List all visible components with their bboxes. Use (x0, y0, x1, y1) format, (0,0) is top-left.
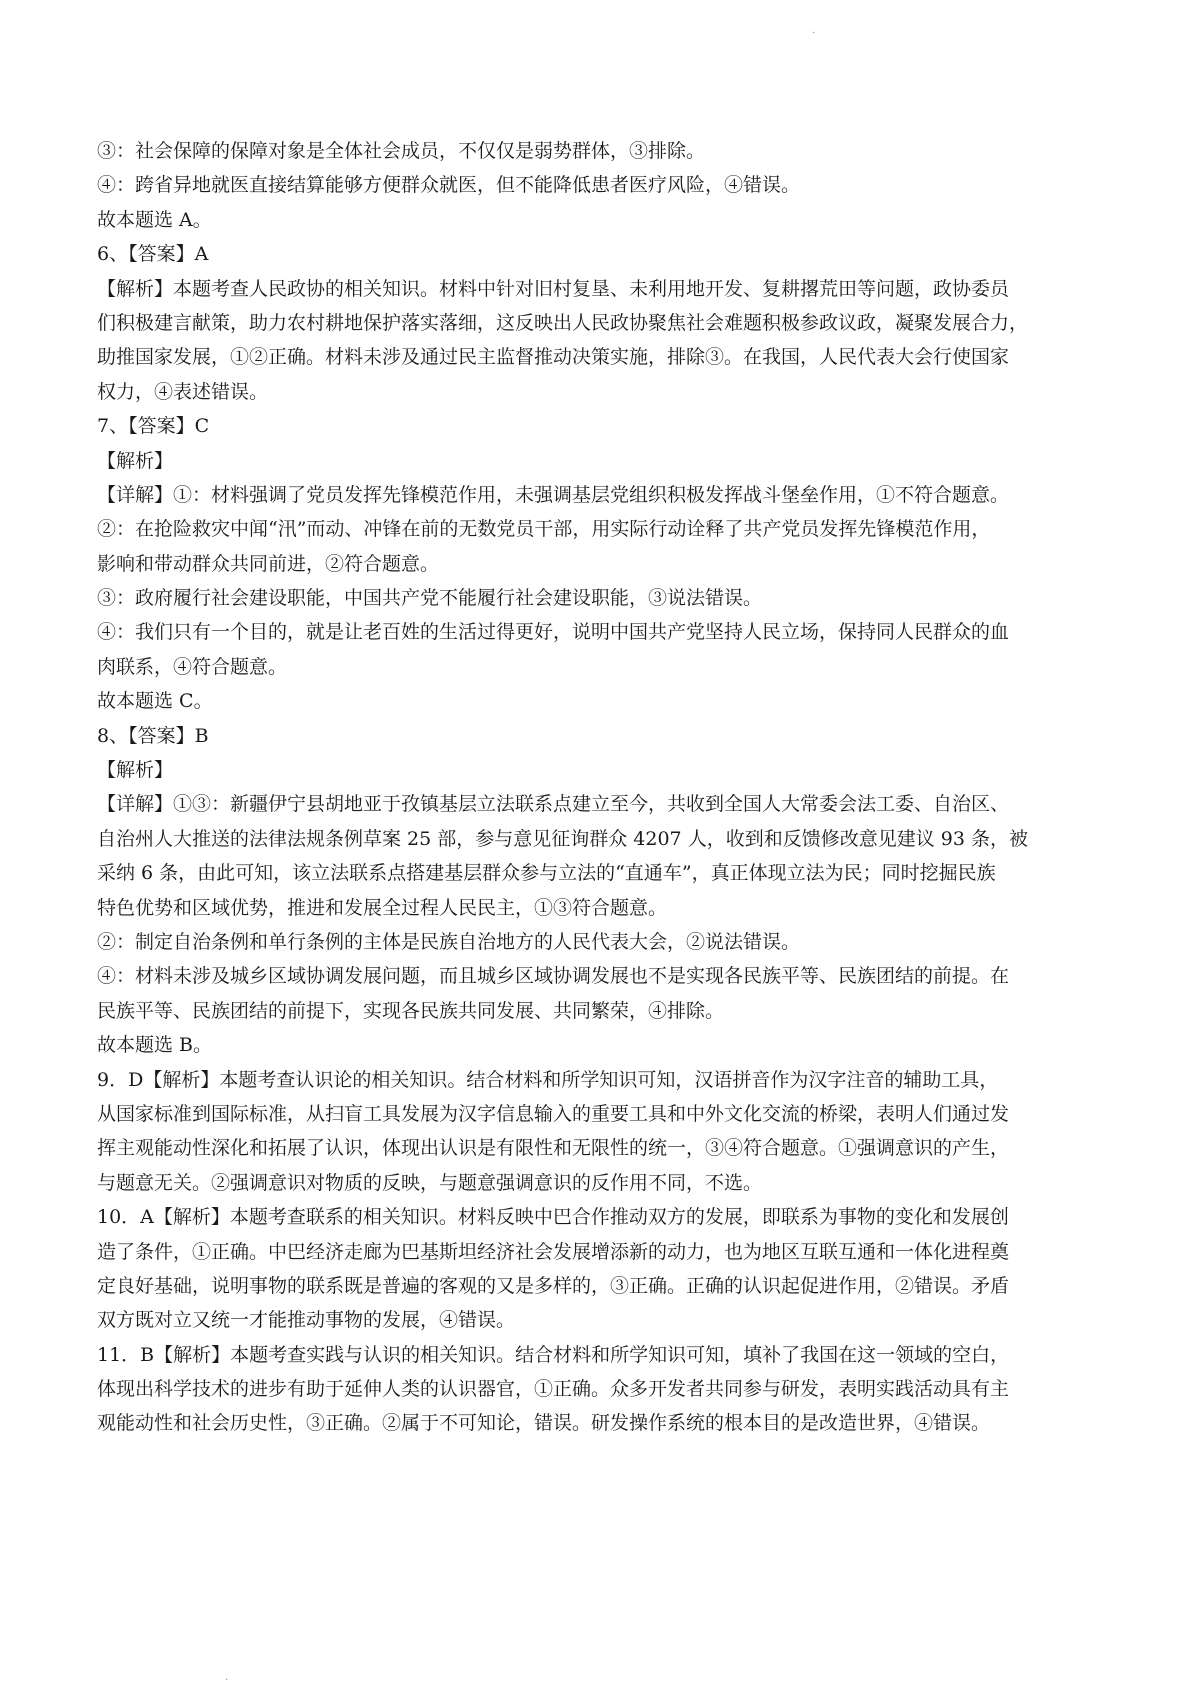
text-line: 采纳 6 条，由此可知，该立法联系点搭建基层群众参与立法的“直通车”，真正体现立法为民；同时挖掘民族 (97, 862, 996, 885)
answer-heading-8: 8、【答案】B (97, 724, 209, 747)
text-line: 与题意无关。②强调意识对物质的反映，与题意强调意识的反作用不同，不选。 (97, 1171, 763, 1194)
text-line: 挥主观能动性深化和拓展了认识，体现出认识是有限性和无限性的统一，③④符合题意。①强调意识的产生， (97, 1137, 1010, 1160)
text-line: 助推国家发展，①②正确。材料未涉及通过民主监督推动决策实施，排除③。在我国，人民代表大会行使国家 (97, 346, 1010, 369)
analysis-label: 【解析】 (97, 759, 174, 782)
text-line: ②：在抢险救灾中闻“汛”而动、冲锋在前的无数党员干部，用实际行动诠释了共产党员发挥先锋模范作用， (97, 518, 991, 541)
text-line: 特色优势和区域优势，推进和发展全过程人民民主，①③符合题意。 (97, 896, 668, 919)
text-line: ③：社会保障的保障对象是全体社会成员，不仅仅是弱势群体，③排除。 (97, 140, 706, 162)
analysis-label: 【解析】 (97, 449, 174, 472)
text-line: 【详解】①③：新疆伊宁县胡地亚于孜镇基层立法联系点建立至今，共收到全国人大常委会法工委、自治区、 (97, 793, 1010, 816)
answer-heading-10: 10．A【解析】本题考查联系的相关知识。材料反映中巴合作推动双方的发展，即联系为事物的变化和发展创 (97, 1206, 1009, 1229)
bottom-mark: . (225, 1672, 229, 1683)
top-mark: · (812, 28, 816, 39)
text-line: 影响和带动群众共同前进，②符合题意。 (97, 552, 440, 575)
text-line: 【解析】本题考查人民政协的相关知识。材料中针对旧村复垦、未利用地开发、复耕撂荒田等问题，政协委员 (97, 277, 1010, 300)
text-line: 观能动性和社会历史性，③正确。②属于不可知论，错误。研发操作系统的根本目的是改造世界，④错误。 (97, 1412, 991, 1435)
answer-heading-7: 7、【答案】C (97, 415, 210, 438)
text-line: 造了条件，①正确。中巴经济走廊为巴基斯坦经济社会发展增添新的动力，也为地区互联互通和一体化进程奠 (97, 1240, 1010, 1263)
text-line: 【详解】①：材料强调了党员发挥先锋模范作用，未强调基层党组织积极发挥战斗堡垒作用，①不符合题意。 (97, 483, 1010, 506)
text-line: ③：政府履行社会建设职能，中国共产党不能履行社会建设职能，③说法错误。 (97, 587, 763, 610)
text-line: 民族平等、民族团结的前提下，实现各民族共同发展、共同繁荣，④排除。 (97, 999, 725, 1022)
text-line: 双方既对立又统一才能推动事物的发展，④错误。 (97, 1309, 516, 1332)
text-line: ④：材料未涉及城乡区域协调发展问题，而且城乡区域协调发展也不是实现各民族平等、民族团结的前提。在 (97, 965, 1010, 988)
text-line: 自治州人大推送的法律法规条例草案 25 部，参与意见征询群众 4207 人，收到和反馈修改意见建议 93 条，被 (97, 827, 1028, 850)
answer-text-body (97, 134, 1107, 1441)
text-line: 故本题选 A。 (97, 208, 212, 231)
text-line: 故本题选 C。 (97, 690, 213, 713)
text-line: 肉联系，④符合题意。 (97, 655, 288, 678)
text-line: 故本题选 B。 (97, 1034, 213, 1057)
text-line: ④：跨省异地就医直接结算能够方便群众就医，但不能降低患者医疗风险，④错误。 (97, 174, 801, 197)
text-line: 定良好基础，说明事物的联系既是普遍的客观的又是多样的，③正确。正确的认识起促进作用，②错误。矛盾 (97, 1274, 1010, 1297)
text-line: ②：制定自治条例和单行条例的主体是民族自治地方的人民代表大会，②说法错误。 (97, 930, 801, 953)
answer-heading-9: 9．D【解析】本题考查认识论的相关知识。结合材料和所学知识可知，汉语拼音作为汉字注音的辅助工具， (97, 1068, 999, 1091)
text-line: 体现出科学技术的进步有助于延伸人类的认识器官，①正确。众多开发者共同参与研发，表明实践活动具有主 (97, 1378, 1010, 1401)
answer-heading-11: 11．B【解析】本题考查实践与认识的相关知识。结合材料和所学知识可知，填补了我国在这一领域的空白， (97, 1343, 1010, 1366)
text-line: 权力，④表述错误。 (97, 380, 269, 403)
answer-heading-6: 6、【答案】A (97, 243, 209, 266)
text-line: ④：我们只有一个目的，就是让老百姓的生活过得更好，说明中国共产党坚持人民立场，保持同人民群众的血 (97, 621, 1010, 644)
text-line: 们积极建言献策，助力农村耕地保护落实落细，这反映出人民政协聚焦社会难题积极参政议政，凝聚发展合力， (97, 311, 1029, 334)
text-line: 从国家标准到国际标准，从扫盲工具发展为汉字信息输入的重要工具和中外文化交流的桥梁，表明人们通过发 (97, 1102, 1010, 1125)
